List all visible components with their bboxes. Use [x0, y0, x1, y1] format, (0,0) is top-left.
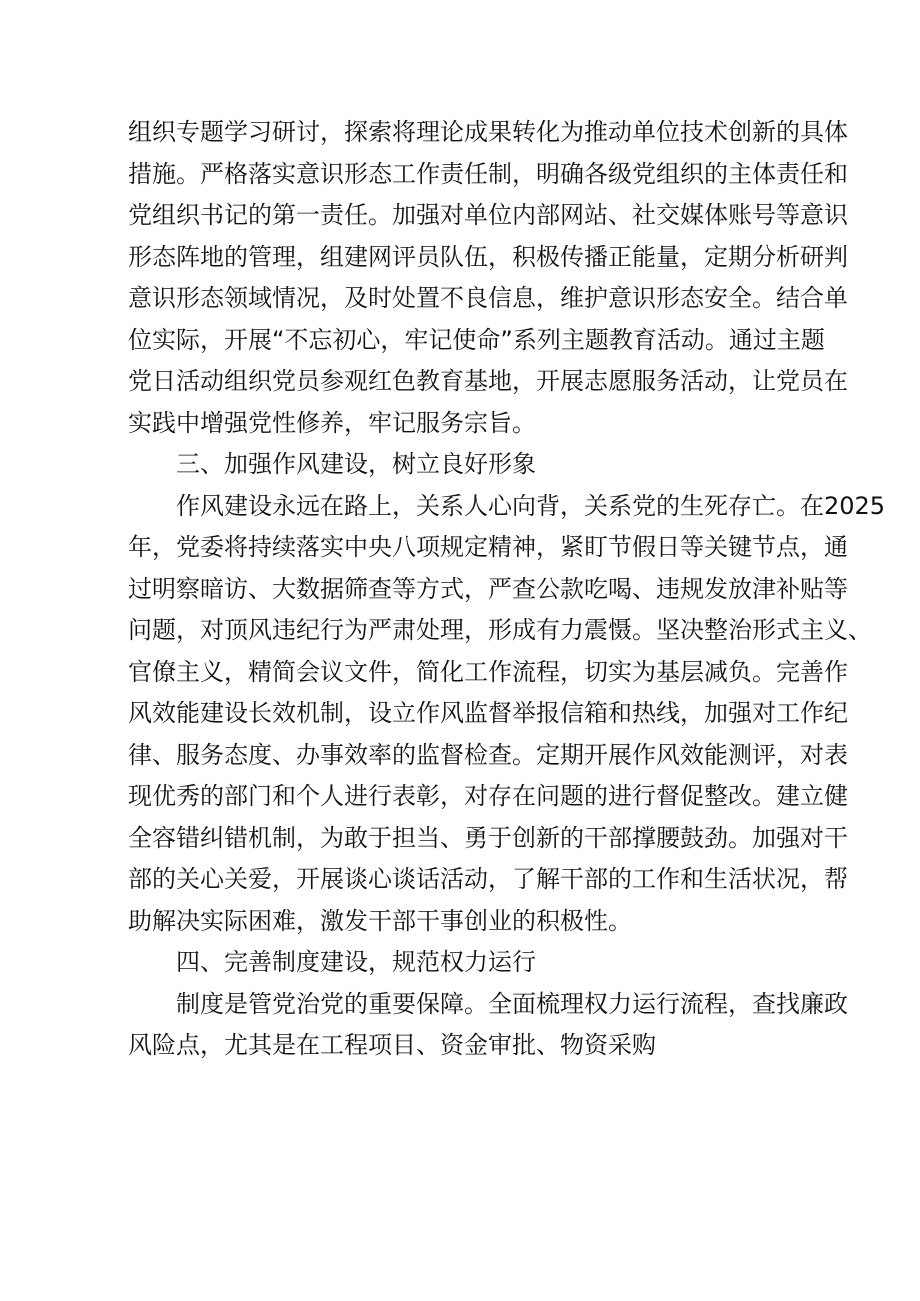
paragraph-line: 位实际，开展“不忘初心，牢记使命”系列主题教育活动。通过主题: [128, 325, 825, 354]
paragraph-line: 党组织书记的第一责任。加强对单位内部网站、社交媒体账号等意识: [128, 201, 848, 229]
paragraph-line: 律、服务态度、办事效率的监督检查。定期开展作风效能测评，对表: [128, 740, 848, 769]
paragraph-line: 全容错纠错机制，为敢于担当、勇于创新的干部撑腰鼓劲。加强对干: [128, 823, 848, 852]
paragraph-line: 党日活动组织党员参观红色教育基地，开展志愿服务活动，让党员在: [128, 367, 848, 395]
section-heading-4: 四、完善制度建设，规范权力运行: [176, 948, 536, 976]
paragraph-line: 年，党委将持续落实中央八项规定精神，紧盯节假日等关键节点，通: [128, 533, 848, 561]
paragraph-line: 实践中增强党性修养，牢记服务宗旨。: [128, 408, 536, 437]
paragraph-line: 现优秀的部门和个人进行表彰，对存在问题的进行督促整改。建立健: [128, 782, 848, 810]
paragraph-line: 风效能建设长效机制，设立作风监督举报信箱和热线，加强对工作纪: [128, 699, 848, 727]
paragraph-line: 助解决实际困难，激发干部干事创业的积极性。: [128, 906, 632, 935]
paragraph-line: 过明察暗访、大数据筛查等方式，严查公款吃喝、违规发放津补贴等: [128, 574, 848, 603]
paragraph-work-style: [128, 486, 886, 943]
paragraph-line: 措施。严格落实意识形态工作责任制，明确各级党组织的主体责任和: [128, 159, 848, 188]
paragraph-line: 风险点，尤其是在工程项目、资金审批、物资采购: [128, 1031, 656, 1059]
paragraph-line: 部的关心关爱，开展谈心谈话活动，了解干部的工作和生活状况，帮: [128, 865, 848, 893]
paragraph-line: 问题，对顶风违纪行为严肃处理，形成有力震慑。坚决整治形式主义、: [128, 616, 872, 644]
paragraph-line: 组织专题学习研讨，探索将理论成果转化为推动单位技术创新的具体: [128, 118, 848, 146]
paragraph-party-building-continued: [128, 112, 848, 444]
paragraph-line: 制度是管党治党的重要保障。全面梳理权力运行流程，查找廉政: [176, 989, 848, 1018]
document-body: [128, 112, 886, 1067]
paragraph-line: 意识形态领域情况，及时处置不良信息，维护意识形态安全。结合单: [128, 284, 848, 312]
paragraph-line: 作风建设永远在路上，关系人心向背，关系党的生死存亡。在2025: [176, 491, 886, 520]
paragraph-line: 官僚主义，精简会议文件，简化工作流程，切实为基层减负。完善作: [128, 657, 848, 686]
paragraph-line: 形态阵地的管理，组建网评员队伍，积极传播正能量，定期分析研判: [128, 242, 848, 271]
paragraph-institution-building: [128, 984, 848, 1067]
section-heading-3: 三、加强作风建设，树立良好形象: [176, 450, 536, 478]
